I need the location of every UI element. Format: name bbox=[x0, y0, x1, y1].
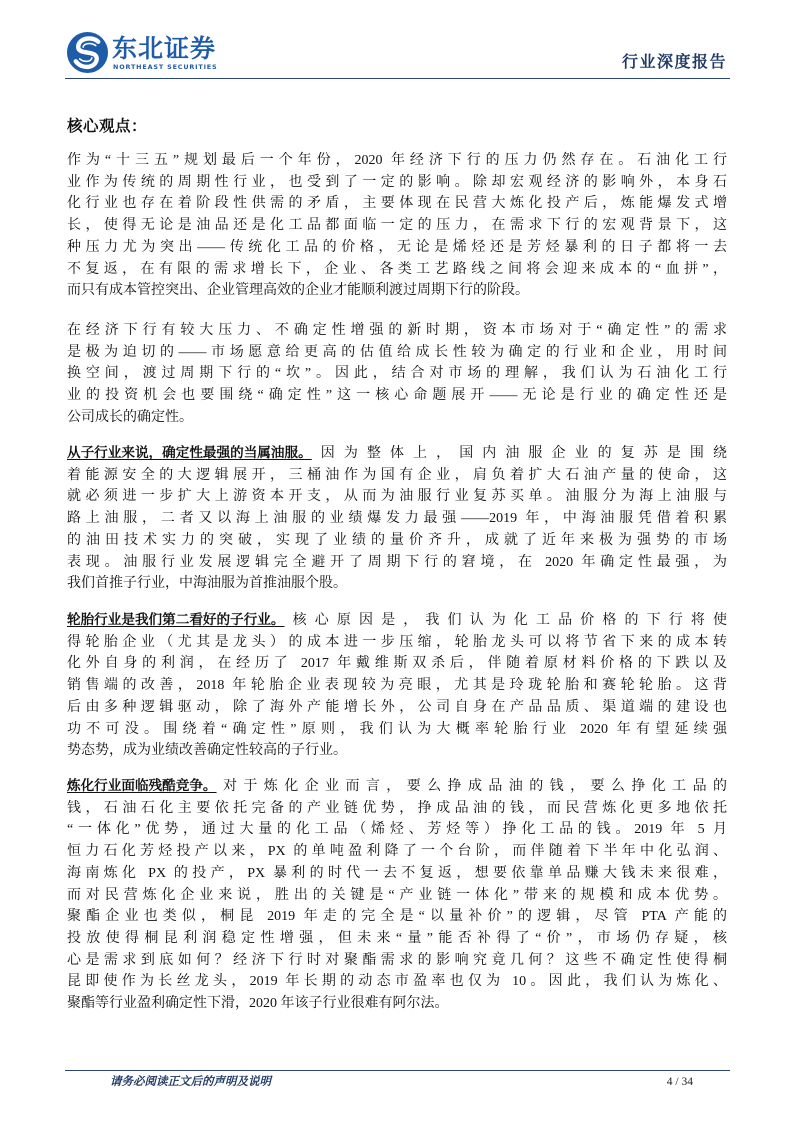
paragraph-line bbox=[67, 442, 727, 465]
paragraph-line: 是极为迫切的——市场愿意给更高的估值给成长性较为确定的行业和企业，用时间 bbox=[67, 344, 727, 360]
paragraph-lead: 轮胎行业是我们第二看好的子行业。 bbox=[67, 612, 285, 627]
paragraph-line bbox=[67, 609, 727, 632]
paragraph-line: 聚酯等行业盈利确定性下滑，2020 年该子行业很难有阿尔法。 bbox=[67, 996, 449, 1012]
paragraph-lead: 从子行业来说，确定性最强的当属油服。 bbox=[67, 445, 312, 460]
paragraph-line: “一体化”优势，通过大量的化工品（烯烃、芳烃等）挣化工品的钱。2019 年 5 月 bbox=[67, 822, 727, 838]
footer-divider bbox=[65, 1070, 730, 1071]
paragraph-line: 得轮胎企业（尤其是龙头）的成本进一步压缩，轮胎龙头可以将节省下来的成本转 bbox=[67, 634, 727, 650]
paragraph-line: 势态势，成为业绩改善确定性较高的子行业。 bbox=[67, 743, 347, 759]
paragraph-industry-outlook bbox=[67, 150, 727, 302]
paragraph-line: 我们首推子行业，中海油服为首推油服个股。 bbox=[67, 576, 347, 592]
paragraph-certainty-demand bbox=[67, 320, 727, 429]
paragraph-line: 在经济下行有较大压力、不确定性增强的新时期，资本市场对于“确定性”的需求 bbox=[67, 323, 727, 338]
paragraph-line: 路上油服，二者又以海上油服的业绩爆发力最强——2019 年，中海油服凭借着积累 bbox=[67, 511, 727, 527]
paragraph-refining-industry bbox=[67, 775, 727, 1015]
paragraph-line: 昆即使作为长丝龙头，2019 年长期的动态市盈率也仅为 10。因此，我们认为炼化、 bbox=[67, 974, 727, 990]
paragraph-line: 恒力石化芳烃投产以来，PX 的单吨盈利降了一个台阶，而伴随着下半年中化弘润、 bbox=[67, 844, 727, 860]
paragraph-line: 公司成长的确定性。 bbox=[67, 409, 193, 425]
paragraph-line: 业作为传统的周期性行业，也受到了一定的影响。除却宏观经济的影响外，本身石 bbox=[67, 174, 727, 190]
paragraph-line: 投放使得桐昆利润稳定性增强，但未来“量”能否补得了“价”，市场仍存疑，核 bbox=[67, 930, 727, 946]
paragraph-line: 钱，石油石化主要依托完备的产业链优势，挣成品油的钱，而民营炼化更多地依托 bbox=[67, 800, 727, 816]
paragraph-line: 着能源安全的大逻辑展开，三桶油作为国有企业，肩负着扩大石油产量的使命，这 bbox=[67, 467, 727, 483]
paragraph-line: 作为“十三五”规划最后一个年份，2020 年经济下行的压力仍然存在。石油化工行 bbox=[67, 153, 727, 168]
report-type-label: 行业深度报告 bbox=[621, 52, 727, 71]
paragraph-line bbox=[67, 775, 727, 798]
paragraph-line: 销售端的改善，2018 年轮胎企业表现较为亮眼，尤其是玲珑轮胎和赛轮轮胎。这背 bbox=[67, 678, 727, 694]
header-divider bbox=[65, 78, 730, 79]
paragraph-line: 表现。油服行业发展逻辑完全避开了周期下行的窘境，在 2020 年确定性最强，为 bbox=[67, 554, 727, 570]
paragraph-oilfield-services bbox=[67, 442, 727, 595]
paragraph-line: 而对民营炼化企业来说，胜出的关键是“产业链一体化”带来的规模和成本优势。 bbox=[67, 887, 727, 903]
line-text: 对于炼化企业而言，要么挣成品油的钱，要么挣化工品的 bbox=[216, 779, 727, 794]
logo-name-en: NORTHEAST SECURITIES bbox=[113, 63, 218, 71]
section-title: 核心观点： bbox=[67, 118, 148, 135]
paragraph-line: 就必须进一步扩大上游资本开支，从而为油服行业复苏买单。油服分为海上油服与 bbox=[67, 489, 727, 505]
paragraph-line: 海南炼化 PX 的投产，PX 暴利的时代一去不复返，想要依靠单品赚大钱未来很难， bbox=[67, 865, 727, 881]
paragraph-line: 的油田技术实力的突破，实现了业绩的量价齐升，成就了近年来极为强势的市场 bbox=[67, 532, 727, 548]
line-text: 核心原因是，我们认为化工品价格的下行将使 bbox=[284, 613, 727, 628]
paragraph-line: 业的投资机会也要围绕“确定性”这一核心命题展开——无论是行业的确定性还是 bbox=[67, 388, 727, 404]
logo-name-cn: 东北证券 bbox=[112, 34, 217, 63]
paragraph-line: 聚酯企业也类似，桐昆 2019 年走的完全是“以量补价”的逻辑，尽管 PTA 产能的 bbox=[67, 909, 727, 925]
swirl-emblem-icon bbox=[66, 31, 109, 74]
paragraph-line: 化外自身的利润，在经历了 2017 年戴维斯双杀后，伴随着原材料价格的下跌以及 bbox=[67, 656, 727, 672]
paragraph-tire-industry bbox=[67, 609, 727, 762]
paragraph-line: 后由多种逻辑驱动，除了海外产能增长外，公司自身在产品品质、渠道端的建设也 bbox=[67, 699, 727, 715]
paragraph-lead: 炼化行业面临残酷竞争。 bbox=[67, 778, 217, 793]
disclaimer-note: 请务必阅读正文后的声明及说明 bbox=[110, 1076, 271, 1088]
paragraph-line: 心是需求到底如何？经济下行时对聚酯需求的影响究竟几何？这些不确定性使得桐 bbox=[67, 952, 727, 968]
line-text: 因为整体上，国内油服企业的复苏是围绕 bbox=[311, 446, 727, 461]
paragraph-line: 而只有成本管控突出、企业管理高效的企业才能顺利渡过周期下行的阶段。 bbox=[67, 283, 529, 299]
paragraph-line: 功不可没。围绕着“确定性”原则，我们认为大概率轮胎行业 2020 年有望延续强 bbox=[67, 721, 727, 737]
paragraph-line: 换空间，渡过周期下行的“坎”。因此，结合对市场的理解，我们认为石油化工行 bbox=[67, 366, 727, 382]
paragraph-line: 长，使得无论是油品还是化工品都面临一定的压力，在需求下行的宏观背景下，这 bbox=[67, 218, 727, 234]
paragraph-line: 种压力尤为突出——传统化工品的价格，无论是烯烃还是芳烃暴利的日子都将一去 bbox=[67, 239, 727, 255]
page-number: 4 / 34 bbox=[666, 1076, 693, 1088]
paragraph-line: 不复返，在有限的需求增长下，企业、各类工艺路线之间将会迎来成本的“血拼”， bbox=[67, 261, 727, 277]
paragraph-line: 化行业也存在着阶段性供需的矛盾，主要体现在民营大炼化投产后，炼能爆发式增 bbox=[67, 196, 727, 212]
